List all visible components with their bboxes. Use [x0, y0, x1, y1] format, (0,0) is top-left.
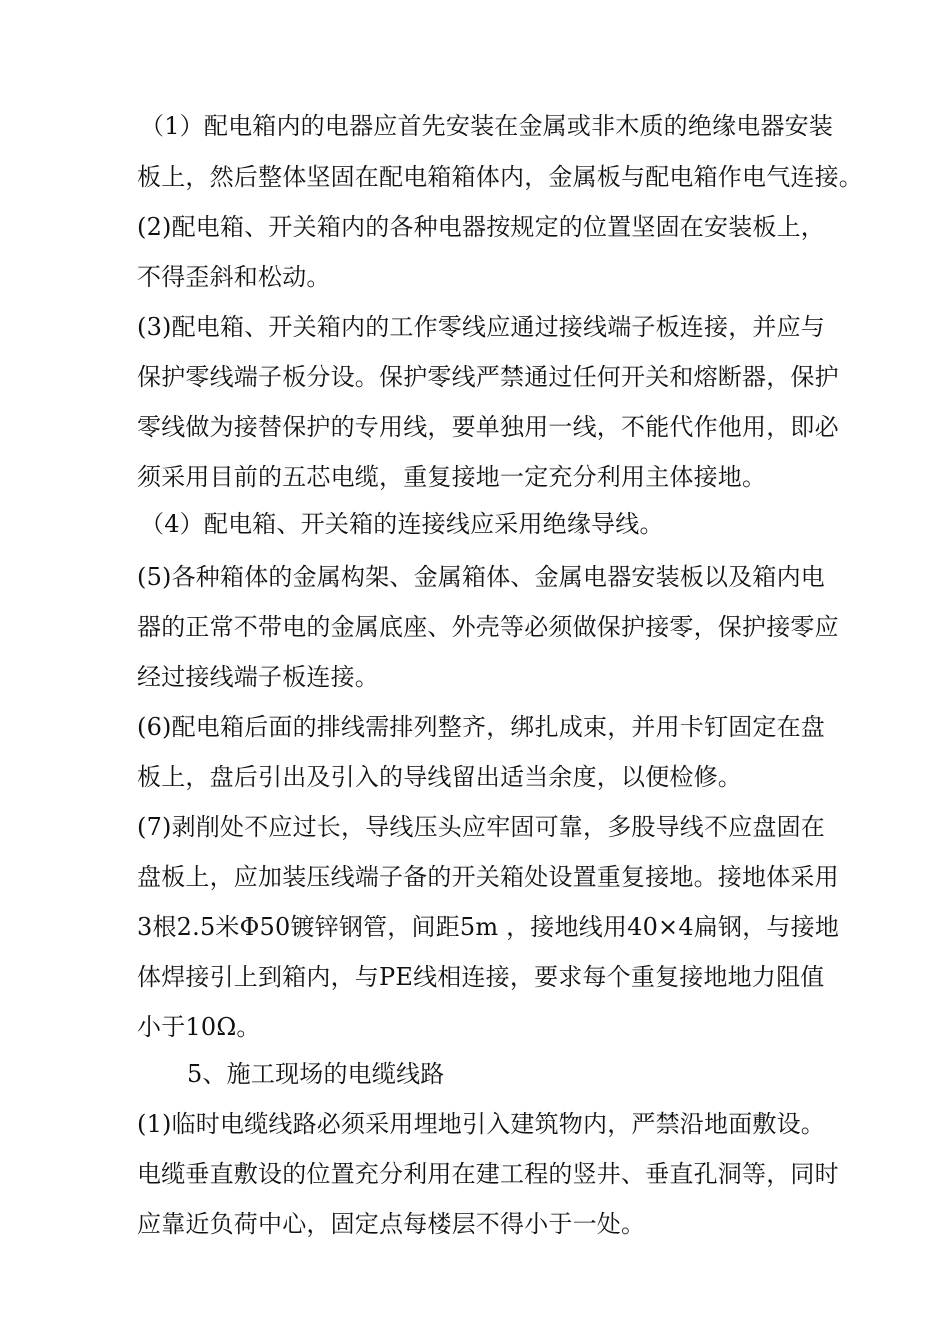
- paragraph-4-line-1: （4）配电箱、开关箱的连接线应采用绝缘导线。: [140, 510, 664, 538]
- paragraph-3-line-1: (3)配电箱、开关箱内的工作零线应通过接线端子板连接，并应与: [137, 313, 825, 341]
- paragraph-6-line-2: 板上，盘后引出及引入的导线留出适当余度，以便检修。: [137, 763, 742, 791]
- paragraph-1-line-2: 板上，然后整体坚固在配电箱箱体内，金属板与配电箱作电气连接。: [137, 163, 863, 191]
- paragraph-7-line-1: (7)剥削处不应过长，导线压头应牢固可靠，多股导线不应盘固在: [137, 813, 825, 841]
- paragraph-5-line-2: 器的正常不带电的金属底座、外壳等必须做保护接零，保护接零应: [137, 613, 839, 641]
- paragraph-5-line-3: 经过接线端子板连接。: [137, 663, 379, 691]
- paragraph-3-line-3: 零线做为接替保护的专用线，要单独用一线，不能代作他用，即必: [137, 413, 839, 441]
- paragraph-3-line-4: 须采用目前的五芯电缆，重复接地一定充分利用主体接地。: [137, 463, 767, 491]
- paragraph-8-line-2: 电缆垂直敷设的位置充分利用在建工程的竖井、垂直孔洞等，同时: [137, 1160, 839, 1188]
- section-heading: 5、施工现场的电缆线路: [187, 1060, 445, 1088]
- paragraph-8-line-3: 应靠近负荷中心，固定点每楼层不得小于一处。: [137, 1210, 646, 1238]
- paragraph-7-line-5: 小于10Ω。: [137, 1013, 261, 1041]
- paragraph-7-line-4: 体焊接引上到箱内，与PE线相连接，要求每个重复接地地力阻值: [137, 963, 825, 991]
- paragraph-3-line-2: 保护零线端子板分设。保护零线严禁通过任何开关和熔断器，保护: [137, 363, 839, 391]
- paragraph-5-line-1: (5)各种箱体的金属构架、金属箱体、金属电器安装板以及箱内电: [137, 563, 825, 591]
- paragraph-7-line-2: 盘板上，应加装压线端子备的开关箱处设置重复接地。接地体采用: [137, 863, 839, 891]
- paragraph-2-line-2: 不得歪斜和松动。: [137, 263, 331, 291]
- paragraph-1-line-1: （1）配电箱内的电器应首先安装在金属或非木质的绝缘电器安装: [140, 112, 834, 140]
- paragraph-2-line-1: (2)配电箱、开关箱内的各种电器按规定的位置坚固在安装板上，: [137, 213, 825, 241]
- paragraph-8-line-1: (1)临时电缆线路必须采用埋地引入建筑物内，严禁沿地面敷设。: [137, 1110, 825, 1138]
- paragraph-6-line-1: (6)配电箱后面的排线需排列整齐，绑扎成束，并用卡钉固定在盘: [137, 713, 825, 741]
- paragraph-7-line-3: 3根2.5米Φ50镀锌钢管，间距5m ，接地线用40×4扁钢，与接地: [137, 913, 840, 941]
